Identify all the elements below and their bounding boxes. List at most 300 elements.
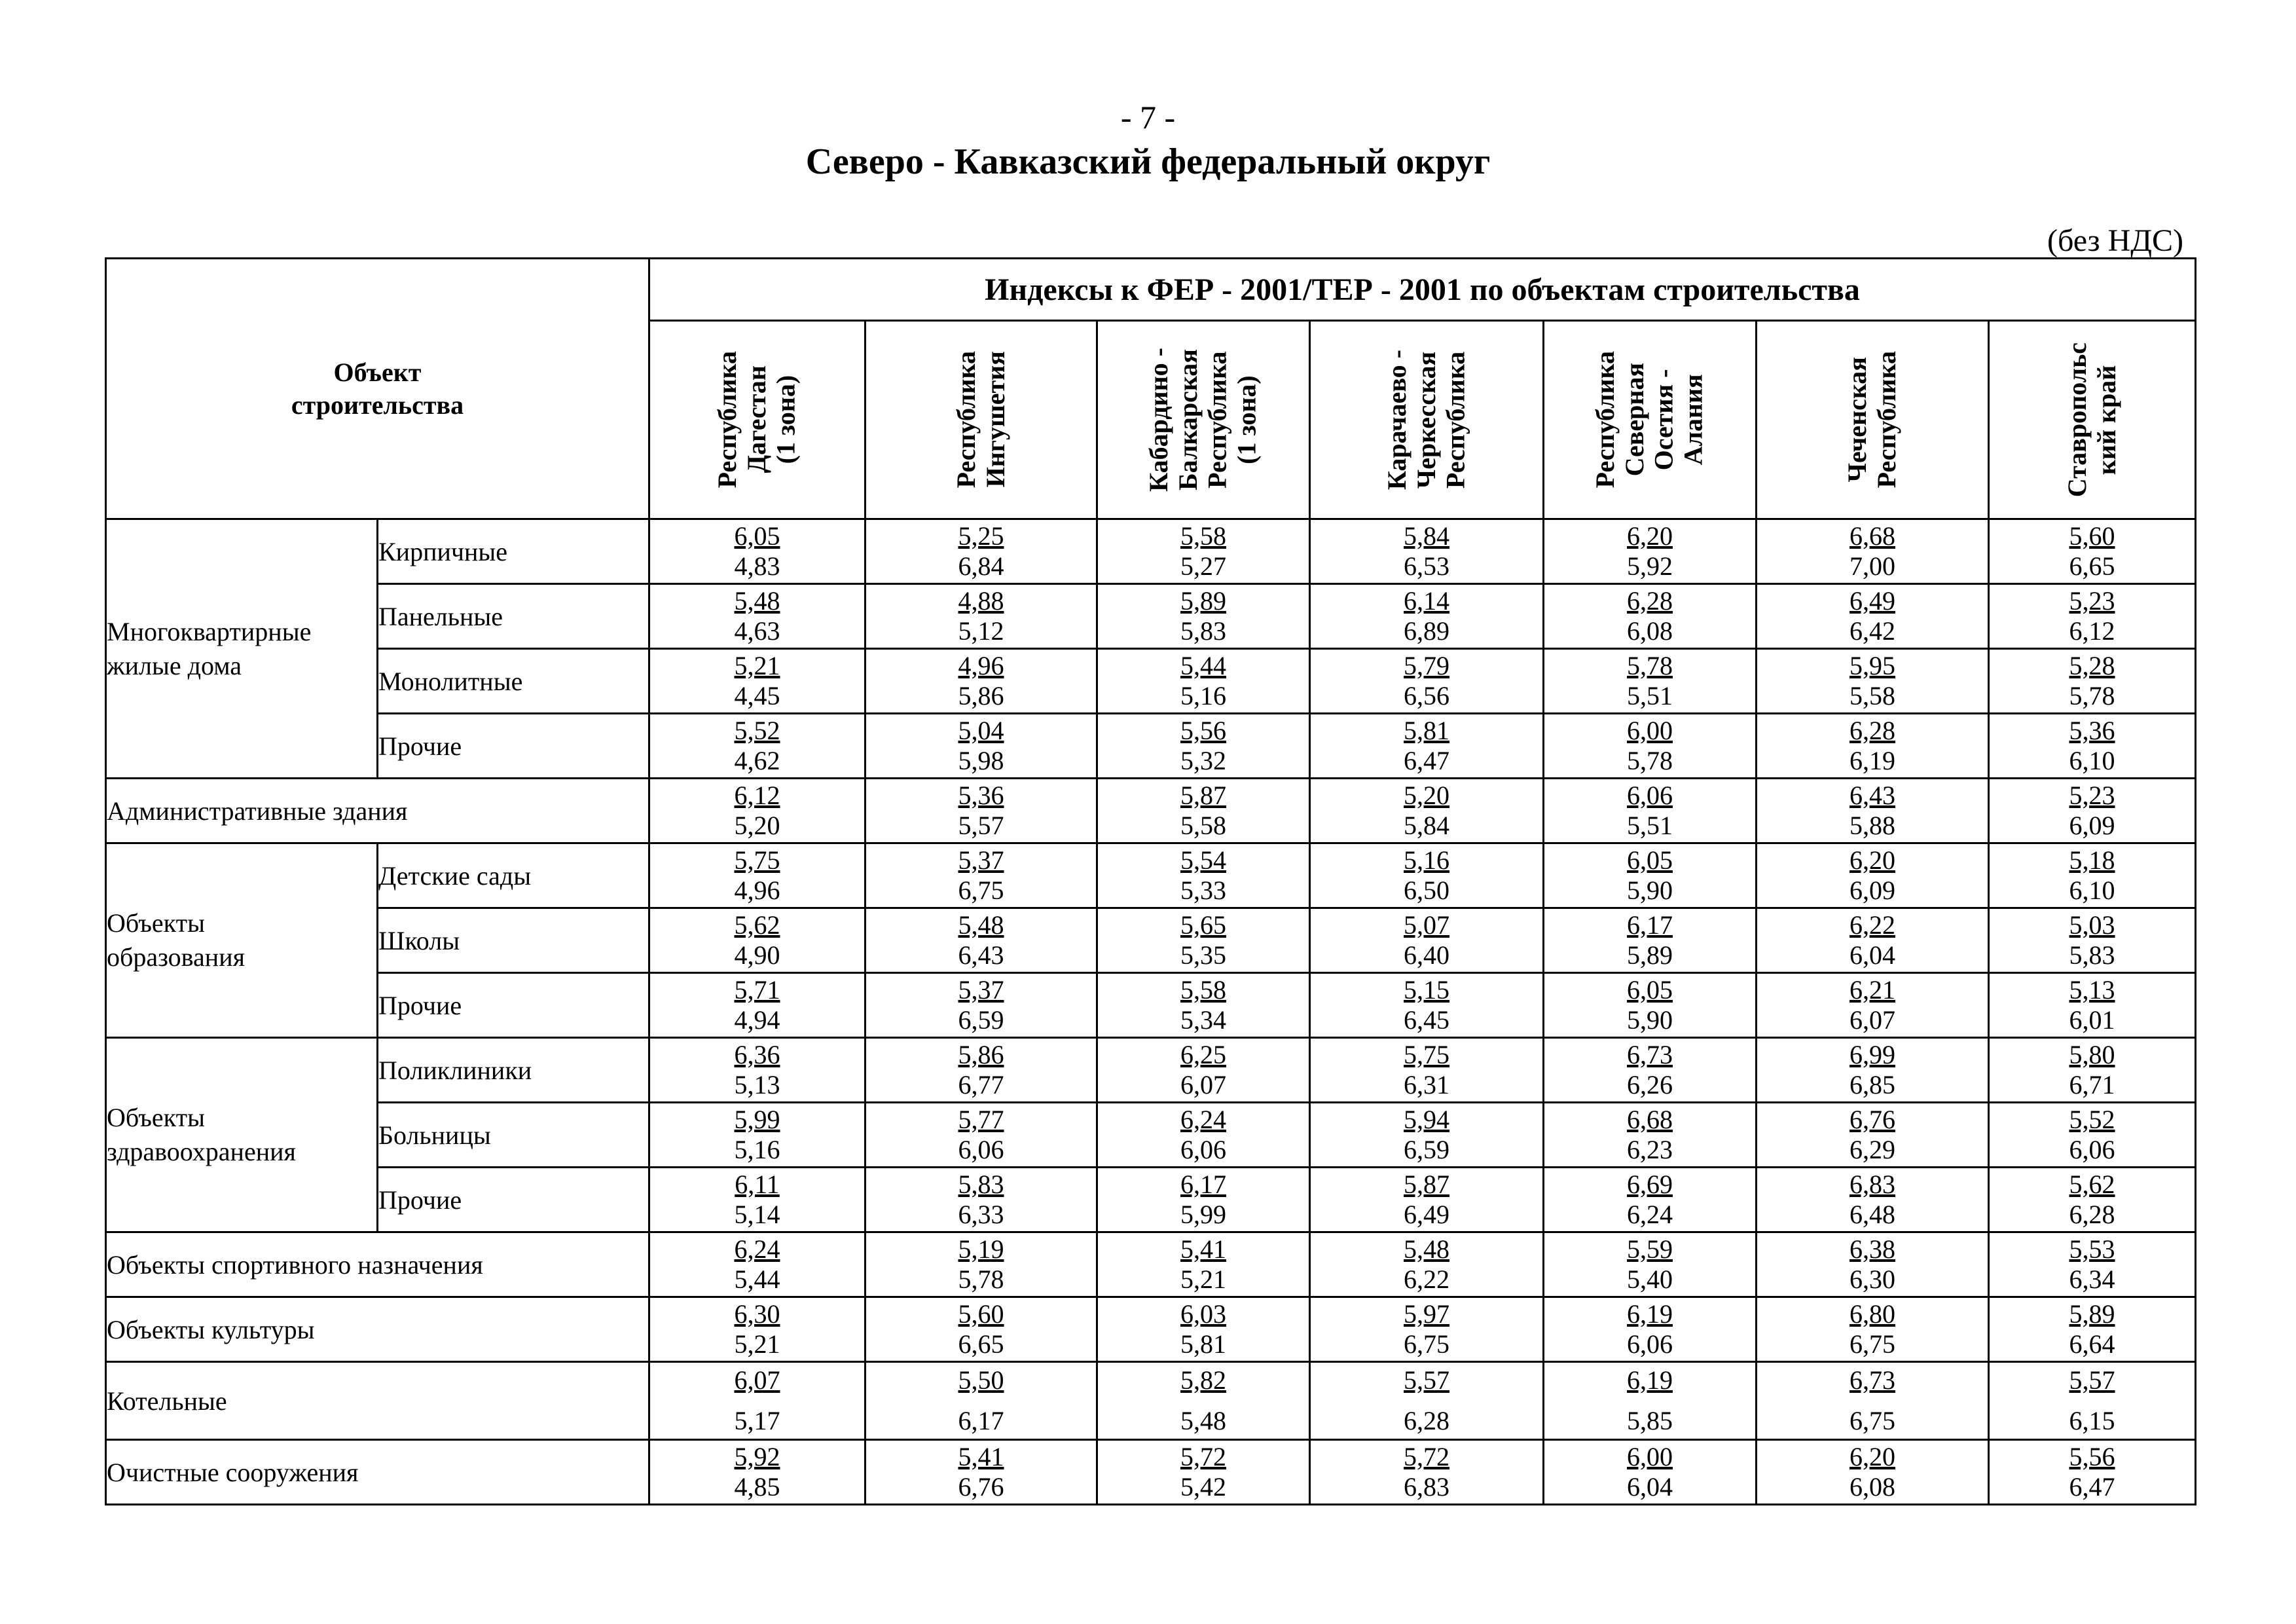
region-header-label: Карачаево - Черкесская Республика (1381, 349, 1470, 490)
index-value-bottom: 6,07 (1850, 1005, 1895, 1035)
index-cell (1757, 714, 1989, 779)
index-cell (1989, 973, 2196, 1038)
index-value-top: 5,78 (1627, 651, 1673, 680)
index-cell (1757, 1440, 1989, 1505)
region-header (1310, 321, 1544, 519)
index-cell (649, 1297, 866, 1362)
index-value-top: 5,54 (1180, 845, 1226, 875)
index-value-top: 5,58 (1180, 521, 1226, 551)
index-value-top: 5,82 (1180, 1365, 1226, 1395)
index-value-bottom: 5,84 (1404, 811, 1449, 840)
index-value-bottom: 5,83 (1180, 616, 1226, 646)
index-value-bottom: 6,22 (1404, 1264, 1449, 1294)
index-value-top: 5,15 (1404, 975, 1449, 1005)
index-cell (866, 1103, 1097, 1168)
index-value-top: 6,17 (1180, 1170, 1226, 1199)
index-value-bottom: 5,44 (734, 1264, 780, 1294)
index-cell (1989, 1362, 2196, 1440)
subcategory-label: Больницы (378, 1103, 649, 1168)
index-value-top: 6,68 (1850, 521, 1895, 551)
index-value-top: 5,18 (2069, 845, 2115, 875)
index-value-top: 5,62 (2069, 1170, 2115, 1199)
index-value-bottom: 5,51 (1627, 681, 1673, 710)
index-cell (1310, 1297, 1544, 1362)
index-value-bottom: 6,76 (958, 1472, 1004, 1502)
index-cell (649, 908, 866, 973)
index-value-top: 6,19 (1627, 1365, 1673, 1395)
index-value-bottom: 6,64 (2069, 1329, 2115, 1359)
index-value-top: 6,43 (1850, 781, 1895, 810)
index-value-bottom: 5,20 (734, 811, 780, 840)
document-title: Северо - Кавказский федеральный округ (805, 141, 1491, 182)
index-value-top: 5,99 (734, 1105, 780, 1134)
index-cell (1544, 519, 1757, 584)
group-label: Объекты здравоохранения (106, 1038, 378, 1232)
region-header (1757, 321, 1989, 519)
index-value-top: 5,92 (734, 1442, 780, 1471)
index-cell (1989, 714, 2196, 779)
index-cell (1544, 973, 1757, 1038)
index-value-top: 5,50 (958, 1365, 1004, 1395)
table-row (106, 843, 2196, 908)
index-value-bottom: 5,86 (958, 681, 1004, 710)
index-value-top: 5,07 (1404, 910, 1449, 940)
index-value-top: 5,36 (2069, 716, 2115, 745)
index-value-bottom: 5,92 (1627, 551, 1673, 581)
index-value-top: 6,73 (1627, 1040, 1673, 1069)
index-value-bottom: 6,84 (958, 551, 1004, 581)
index-cell (649, 714, 866, 779)
index-value-top: 6,17 (1627, 910, 1673, 940)
index-cell (1757, 908, 1989, 973)
index-value-bottom: 6,47 (1404, 746, 1449, 775)
index-value-bottom: 5,32 (1180, 746, 1226, 775)
index-value-top: 6,19 (1627, 1299, 1673, 1329)
index-value-top: 5,21 (734, 651, 780, 680)
index-value-top: 5,23 (2069, 781, 2115, 810)
index-cell (1310, 1103, 1544, 1168)
index-value-bottom: 5,14 (734, 1200, 780, 1229)
index-value-bottom: 6,71 (2069, 1070, 2115, 1099)
index-cell (866, 779, 1097, 843)
index-cell (1310, 649, 1544, 714)
index-cell (1097, 908, 1310, 973)
index-value-top: 5,37 (958, 845, 1004, 875)
index-value-bottom: 6,47 (2069, 1472, 2115, 1502)
index-cell (1097, 973, 1310, 1038)
index-cell (1989, 1440, 2196, 1505)
index-value-bottom: 4,96 (734, 876, 780, 905)
index-value-top: 5,52 (734, 716, 780, 745)
index-value-bottom: 6,07 (1180, 1070, 1226, 1099)
index-cell (649, 1362, 866, 1440)
table-row (106, 1103, 2196, 1168)
index-value-top: 6,07 (734, 1365, 780, 1395)
index-value-bottom: 6,23 (1627, 1135, 1673, 1164)
index-value-top: 6,20 (1850, 845, 1895, 875)
subcategory-label: Поликлиники (378, 1038, 649, 1103)
index-header: Индексы к ФЕР - 2001/ТЕР - 2001 по объектам строительства (649, 259, 2196, 321)
index-value-bottom: 5,48 (1180, 1406, 1226, 1435)
index-cell (866, 1297, 1097, 1362)
index-cell (649, 519, 866, 584)
index-value-bottom: 5,81 (1180, 1329, 1226, 1359)
index-value-bottom: 5,13 (734, 1070, 780, 1099)
index-value-bottom: 4,63 (734, 616, 780, 646)
index-cell (1097, 714, 1310, 779)
index-value-top: 6,28 (1850, 716, 1895, 745)
index-value-bottom: 6,28 (2069, 1200, 2115, 1229)
index-cell (1097, 649, 1310, 714)
index-cell (866, 1232, 1097, 1297)
index-value-bottom: 6,45 (1404, 1005, 1449, 1035)
index-value-bottom: 5,89 (1627, 940, 1673, 970)
index-value-top: 5,87 (1404, 1170, 1449, 1199)
index-value-bottom: 6,10 (2069, 876, 2115, 905)
index-value-bottom: 6,75 (1404, 1329, 1449, 1359)
index-cell (1989, 1038, 2196, 1103)
index-cell (1544, 1038, 1757, 1103)
index-value-top: 5,41 (1180, 1234, 1226, 1264)
category-label: Очистные сооружения (106, 1440, 649, 1505)
table-row (106, 973, 2196, 1038)
index-value-top: 5,81 (1404, 716, 1449, 745)
index-value-top: 6,00 (1627, 716, 1673, 745)
index-value-top: 5,23 (2069, 586, 2115, 616)
group-label: Объекты образования (106, 843, 378, 1038)
index-value-top: 5,52 (2069, 1105, 2115, 1134)
category-label: Объекты спортивного назначения (106, 1232, 649, 1297)
table-row (106, 519, 2196, 584)
index-cell (1544, 843, 1757, 908)
index-value-top: 5,58 (1180, 975, 1226, 1005)
index-value-bottom: 6,09 (2069, 811, 2115, 840)
index-cell (1310, 779, 1544, 843)
index-value-top: 6,69 (1627, 1170, 1673, 1199)
index-value-top: 5,65 (1180, 910, 1226, 940)
index-value-top: 6,03 (1180, 1299, 1226, 1329)
index-cell (1544, 649, 1757, 714)
index-value-top: 6,49 (1850, 586, 1895, 616)
region-header (1097, 321, 1310, 519)
index-value-top: 5,62 (734, 910, 780, 940)
region-header-label: Республика Северная Осетия - Алания (1590, 351, 1708, 489)
index-value-bottom: 4,85 (734, 1472, 780, 1502)
index-cell (649, 973, 866, 1038)
subcategory-label: Кирпичные (378, 519, 649, 584)
region-header-label: Чеченская Республика (1842, 351, 1901, 489)
index-cell (1097, 1440, 1310, 1505)
index-value-top: 6,30 (734, 1299, 780, 1329)
index-value-top: 5,57 (1404, 1365, 1449, 1395)
index-cell (649, 1038, 866, 1103)
index-value-bottom: 6,83 (1404, 1472, 1449, 1502)
table-row (106, 584, 2196, 649)
index-value-top: 6,24 (734, 1234, 780, 1264)
index-cell (1544, 714, 1757, 779)
index-value-bottom: 6,08 (1627, 616, 1673, 646)
index-value-bottom: 6,06 (2069, 1135, 2115, 1164)
index-cell (866, 908, 1097, 973)
index-value-bottom: 6,50 (1404, 876, 1449, 905)
index-value-bottom: 5,90 (1627, 876, 1673, 905)
index-value-bottom: 6,04 (1627, 1472, 1673, 1502)
index-value-bottom: 5,34 (1180, 1005, 1226, 1035)
index-cell (1310, 908, 1544, 973)
index-cell (1989, 908, 2196, 973)
index-cell (1097, 843, 1310, 908)
index-value-bottom: 6,06 (958, 1135, 1004, 1164)
index-value-top: 5,48 (1404, 1234, 1449, 1264)
index-cell (866, 519, 1097, 584)
index-value-bottom: 5,21 (1180, 1264, 1226, 1294)
index-cell (1757, 584, 1989, 649)
index-value-bottom: 5,51 (1627, 811, 1673, 840)
index-value-top: 5,94 (1404, 1105, 1449, 1134)
index-cell (1097, 1232, 1310, 1297)
index-value-top: 5,57 (2069, 1365, 2115, 1395)
index-value-top: 5,20 (1404, 781, 1449, 810)
index-value-top: 6,21 (1850, 975, 1895, 1005)
index-cell (866, 973, 1097, 1038)
index-value-top: 5,60 (958, 1299, 1004, 1329)
index-cell (649, 649, 866, 714)
index-cell (1544, 1440, 1757, 1505)
index-value-top: 5,80 (2069, 1040, 2115, 1069)
index-value-top: 4,88 (958, 586, 1004, 616)
index-value-bottom: 5,58 (1180, 811, 1226, 840)
index-value-top: 5,77 (958, 1105, 1004, 1134)
index-value-top: 5,16 (1404, 845, 1449, 875)
index-value-bottom: 6,75 (1850, 1329, 1895, 1359)
region-header (866, 321, 1097, 519)
index-value-top: 6,12 (734, 781, 780, 810)
table-row (106, 1168, 2196, 1232)
index-value-top: 5,13 (2069, 975, 2115, 1005)
index-value-bottom: 5,35 (1180, 940, 1226, 970)
index-value-bottom: 6,49 (1404, 1200, 1449, 1229)
index-value-bottom: 6,34 (2069, 1264, 2115, 1294)
index-cell (1310, 519, 1544, 584)
index-value-bottom: 5,33 (1180, 876, 1226, 905)
index-value-top: 5,79 (1404, 651, 1449, 680)
index-value-bottom: 5,99 (1180, 1200, 1226, 1229)
subcategory-label: Прочие (378, 1168, 649, 1232)
index-cell (1097, 779, 1310, 843)
index-value-top: 6,22 (1850, 910, 1895, 940)
index-cell (1544, 1297, 1757, 1362)
index-value-bottom: 6,53 (1404, 551, 1449, 581)
region-header (1544, 321, 1757, 519)
index-value-bottom: 6,75 (1850, 1406, 1895, 1435)
index-value-bottom: 6,30 (1850, 1264, 1895, 1294)
index-value-bottom: 6,15 (2069, 1406, 2115, 1435)
index-value-bottom: 6,65 (958, 1329, 1004, 1359)
index-value-top: 6,80 (1850, 1299, 1895, 1329)
index-cell (1757, 1232, 1989, 1297)
index-value-bottom: 6,29 (1850, 1135, 1895, 1164)
index-cell (1310, 584, 1544, 649)
index-value-bottom: 6,06 (1627, 1329, 1673, 1359)
index-value-bottom: 5,83 (2069, 940, 2115, 970)
index-cell (1310, 1038, 1544, 1103)
table-row (106, 779, 2196, 843)
index-cell (1310, 1168, 1544, 1232)
index-cell (866, 714, 1097, 779)
index-cell (1097, 519, 1310, 584)
index-value-bottom: 5,17 (734, 1406, 780, 1435)
index-value-bottom: 6,31 (1404, 1070, 1449, 1099)
index-value-top: 5,28 (2069, 651, 2115, 680)
index-value-top: 6,00 (1627, 1442, 1673, 1471)
region-header-label: Кабардино - Балкарская Республика (1 зона) (1144, 348, 1262, 492)
index-cell (1097, 1038, 1310, 1103)
index-cell (1544, 1232, 1757, 1297)
index-cell (1757, 519, 1989, 584)
index-value-top: 5,89 (2069, 1299, 2115, 1329)
index-cell (649, 1103, 866, 1168)
index-value-top: 5,04 (958, 716, 1004, 745)
index-cell (1757, 843, 1989, 908)
index-value-top: 4,96 (958, 651, 1004, 680)
index-cell (866, 649, 1097, 714)
index-cell (866, 584, 1097, 649)
index-value-bottom: 6,40 (1404, 940, 1449, 970)
index-value-bottom: 5,98 (958, 746, 1004, 775)
index-value-top: 5,72 (1404, 1442, 1449, 1471)
index-cell (649, 779, 866, 843)
index-value-bottom: 6,48 (1850, 1200, 1895, 1229)
region-header-label: Республика Дагестан (1 зона) (712, 351, 801, 489)
index-cell (1989, 779, 2196, 843)
subcategory-label: Прочие (378, 973, 649, 1038)
index-value-top: 6,24 (1180, 1105, 1226, 1134)
group-label: Многоквартирные жилые дома (106, 519, 378, 779)
index-value-bottom: 6,77 (958, 1070, 1004, 1099)
index-value-bottom: 5,27 (1180, 551, 1226, 581)
index-cell (649, 843, 866, 908)
index-value-bottom: 6,59 (1404, 1135, 1449, 1164)
index-value-top: 5,44 (1180, 651, 1226, 680)
index-value-top: 6,99 (1850, 1040, 1895, 1069)
index-value-top: 5,72 (1180, 1442, 1226, 1471)
index-cell (1989, 1297, 2196, 1362)
table-row (106, 1362, 2196, 1440)
index-value-top: 5,60 (2069, 521, 2115, 551)
region-header (1989, 321, 2196, 519)
index-value-bottom: 5,58 (1850, 681, 1895, 710)
index-cell (1544, 779, 1757, 843)
index-value-bottom: 4,62 (734, 746, 780, 775)
index-value-top: 6,20 (1627, 521, 1673, 551)
index-value-bottom: 6,09 (1850, 876, 1895, 905)
index-value-top: 5,75 (734, 845, 780, 875)
index-value-top: 5,48 (734, 586, 780, 616)
index-value-top: 5,48 (958, 910, 1004, 940)
table-body (106, 519, 2196, 1505)
index-value-bottom: 6,04 (1850, 940, 1895, 970)
index-value-top: 5,37 (958, 975, 1004, 1005)
index-cell (866, 1440, 1097, 1505)
index-value-top: 6,76 (1850, 1105, 1895, 1134)
category-label: Административные здания (106, 779, 649, 843)
table-row (106, 908, 2196, 973)
index-value-top: 5,71 (734, 975, 780, 1005)
vat-note: (без НДС) (2047, 223, 2183, 258)
index-cell (1989, 1168, 2196, 1232)
index-value-top: 5,86 (958, 1040, 1004, 1069)
index-cell (1097, 584, 1310, 649)
index-value-top: 5,89 (1180, 586, 1226, 616)
table-row (106, 649, 2196, 714)
index-cell (649, 1168, 866, 1232)
region-header (649, 321, 866, 519)
index-value-top: 6,73 (1850, 1365, 1895, 1395)
index-value-top: 6,05 (734, 521, 780, 551)
index-cell (1757, 1362, 1989, 1440)
index-value-top: 5,83 (958, 1170, 1004, 1199)
index-value-bottom: 7,00 (1850, 551, 1895, 581)
index-value-top: 5,56 (1180, 716, 1226, 745)
index-cell (1544, 1103, 1757, 1168)
index-value-bottom: 6,56 (1404, 681, 1449, 710)
index-value-bottom: 5,78 (2069, 681, 2115, 710)
index-value-top: 5,19 (958, 1234, 1004, 1264)
index-value-top: 5,53 (2069, 1234, 2115, 1264)
index-value-bottom: 6,89 (1404, 616, 1449, 646)
index-value-top: 6,11 (735, 1170, 780, 1199)
index-cell (1310, 843, 1544, 908)
index-cell (866, 1362, 1097, 1440)
index-cell (866, 1168, 1097, 1232)
index-value-bottom: 6,43 (958, 940, 1004, 970)
index-cell (1310, 1440, 1544, 1505)
index-value-top: 5,97 (1404, 1299, 1449, 1329)
index-value-top: 6,36 (734, 1040, 780, 1069)
index-value-top: 5,75 (1404, 1040, 1449, 1069)
object-column-header-text: Объект строительства (291, 357, 464, 420)
index-cell (1989, 1103, 2196, 1168)
index-value-bottom: 6,65 (2069, 551, 2115, 581)
index-cell (1097, 1168, 1310, 1232)
table-row (106, 1038, 2196, 1103)
subcategory-label: Школы (378, 908, 649, 973)
index-value-bottom: 6,75 (958, 876, 1004, 905)
index-value-bottom: 6,33 (958, 1200, 1004, 1229)
index-cell (1757, 973, 1989, 1038)
index-cell (649, 1440, 866, 1505)
index-value-bottom: 6,08 (1850, 1472, 1895, 1502)
index-value-bottom: 6,24 (1627, 1200, 1673, 1229)
index-cell (1544, 1362, 1757, 1440)
index-value-bottom: 5,12 (958, 616, 1004, 646)
index-cell (1757, 1168, 1989, 1232)
index-cell (1989, 519, 2196, 584)
index-value-bottom: 5,16 (1180, 681, 1226, 710)
table-row (106, 1297, 2196, 1362)
index-cell (649, 584, 866, 649)
index-value-bottom: 6,17 (958, 1406, 1004, 1435)
index-value-bottom: 6,12 (2069, 616, 2115, 646)
index-value-bottom: 4,90 (734, 940, 780, 970)
index-value-bottom: 6,85 (1850, 1070, 1895, 1099)
index-cell (1989, 1232, 2196, 1297)
index-value-top: 6,06 (1627, 781, 1673, 810)
subcategory-label: Детские сады (378, 843, 649, 908)
index-value-top: 6,05 (1627, 845, 1673, 875)
subcategory-label: Прочие (378, 714, 649, 779)
index-value-top: 5,59 (1627, 1234, 1673, 1264)
